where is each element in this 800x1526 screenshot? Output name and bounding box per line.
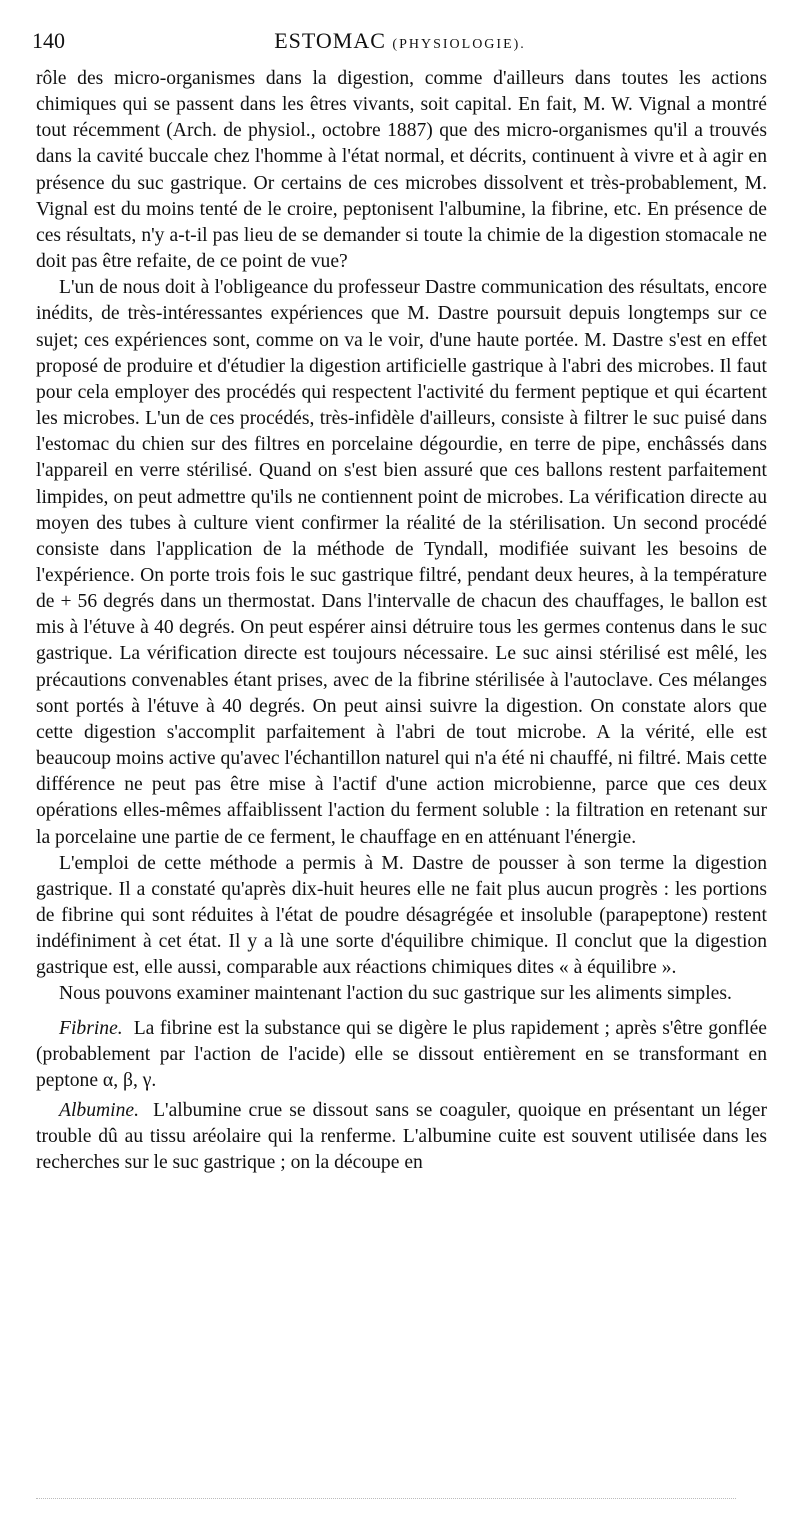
term-albumine: Albumine. [59,1100,139,1122]
header-subtitle: (PHYSIOLOGIE). [392,37,526,52]
term-fibrine: Fibrine. [59,1017,123,1039]
running-title [30,28,770,54]
header-title: ESTOMAC [274,28,386,53]
page-number: 140 [32,28,65,53]
paragraph-albumine-text: L'albumine crue se dissout sans se coaguler, quoique en présentant un léger trouble dû au tissu aréolaire qui la renferme. L'albumine cuite est souvent utilisée dans les recherches sur le suc gastrique ; on la découpe en [36,1100,767,1174]
paragraph-2: L'un de nous doit à l'obligeance du professeur Dastre communication des résultats, encore inédits, de très-intéressantes expériences que M. Dastre poursuit depuis longtemps sur ce sujet; ces expériences sont, comme on va le voir, d'une haute portée. M. Dastre s'est en effet proposé de produire et d'étudier la digestion artificielle gastrique à l'abri des microbes. Il faut pour cela employer des procédés qui respectent l'activité du ferment peptique et qui écartent les microbes. L'un de ces procédés, très-infidèle d'ailleurs, consiste à filtrer le suc puisé dans l'estomac du chien sur des filtres en porcelaine dégourdie, en terre de pipe, enchâssés dans l'appareil en verre stérilisé. Quand on s'est bien assuré que ces ballons restent parfaitement limpides, on peut admettre qu'ils ne contiennent point de microbes. La vérification directe au moyen des tubes à culture vient confirmer la réalité de la stérilisation. Un second procédé consiste dans l'application de la méthode de Tyndall, modifiée suivant les besoins de l'expérience. On porte trois fois le suc gastrique filtré, pendant deux heures, à la température de + 56 degrés dans un thermostat. Dans l'intervalle de chacun des chauffages, le ballon est mis à l'étuve à 40 degrés. On peut espérer ainsi détruire tous les germes contenus dans le suc gastrique. La vérification directe est toujours nécessaire. Le suc ainsi stérilisé est mêlé, les précautions convenables étant prises, avec de la fibrine stérilisée à l'autoclave. Ces mélanges sont portés à l'étuve à 40 degrés. On peut ainsi suivre la digestion. On constate alors que cette digestion s'accomplit parfaitement à l'abri de tout microbe. A la vérité, elle est beaucoup moins active qu'avec l'échantillon naturel qui n'a été ni chauffé, ni filtré. Mais cette différence ne peut pas être mise à l'actif d'une action microbienne, parce que ces deux opérations elles-mêmes affaiblissent l'action du ferment soluble : la filtration en retenant sur la porcelaine une partie de ce ferment, le chauffage en en atténuant l'énergie. [36,277,767,848]
paragraph-3: L'emploi de cette méthode a permis à M. Dastre de pousser à son terme la digestion gastrique. Il a constaté qu'après dix-huit heures elle ne fait plus aucun progrès : les portions de fibrine qui sont réduites à l'état de poudre désagrégée et insoluble (parapeptone) restent indéfiniment à cet état. Il y a là une sorte d'équilibre chimique. Il conclut que la digestion gastrique est, elle aussi, comparable aux réactions chimiques dites « à équilibre ». [36,852,767,979]
paragraph-4: Nous pouvons examiner maintenant l'action du suc gastrique sur les aliments simples. [59,983,732,1005]
running-header [30,28,770,56]
footer-rule [36,1498,736,1503]
paragraph-fibrine-text: La fibrine est la substance qui se digère le plus rapidement ; après s'être gonflée (probablement par l'action de l'acide) elle se dissout entièrement en se transformant en peptone α, β, γ. [36,1017,768,1091]
paragraph-fibrine [36,1016,767,1094]
paragraph-albumine [36,1098,767,1176]
paragraph-1: rôle des micro-organismes dans la digestion, comme d'ailleurs dans toutes les actions chimiques qui se passent dans les êtres vivants, soit capital. En fait, M. W. Vignal a montré tout récemment (Arch. de physiol., octobre 1887) que des micro-organismes qu'il a trouvés dans la cavité buccale chez l'homme à l'état normal, et décrits, continuent à vivre et à agir en présence du suc gastrique. Or certains de ces microbes dissolvent et très-probablement, M. Vignal est du moins tenté de le croire, peptonisent l'albumine, la fibrine, etc. En présence de ces résultats, n'y a-t-il pas lieu de se demander si toute la chimie de la digestion stomacale ne doit pas être refaite, de ce point de vue? [36,68,767,273]
body-text [36,66,767,1177]
